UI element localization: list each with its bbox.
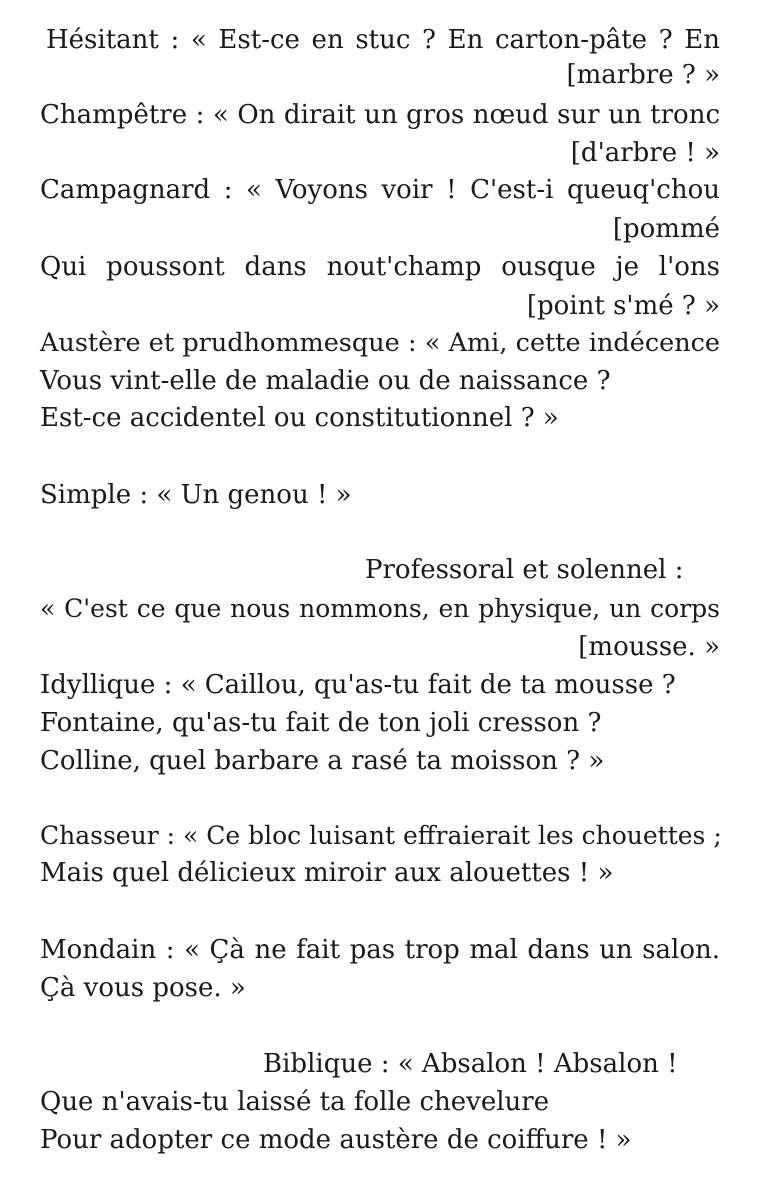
poem-line-continuation: [marbre ? » [566, 60, 720, 90]
poem-line: Vous vint-elle de maladie ou de naissance ? [40, 366, 611, 396]
poem-line: Mondain : « Çà ne fait pas trop mal dans un salon. [40, 935, 720, 965]
poem-line: Idyllique : « Caillou, qu'as-tu fait de ta mousse ? [40, 670, 676, 700]
poem-line: Pour adopter ce mode austère de coiffure ! » [40, 1125, 632, 1155]
poem-line-continuation: [d'arbre ! » [570, 138, 720, 168]
poem-line: Çà vous pose. » [40, 973, 246, 1003]
poem-line-continuation: [point s'mé ? » [526, 291, 720, 321]
poem-line: Fontaine, qu'as-tu fait de ton joli cresson ? [40, 708, 602, 738]
poem-line: Mais quel délicieux miroir aux alouettes ! » [40, 858, 614, 888]
poem-line-indented: Professoral et solennel : [365, 555, 684, 585]
poem-line: Est-ce accidentel ou constitutionnel ? » [40, 403, 559, 433]
poem-line: Campagnard : « Voyons voir ! C'est-i queuq'chou [40, 175, 720, 205]
poem-line: Qui poussont dans nout'champ ousque je l'ons [40, 252, 720, 282]
poem-line-continuation: [mousse. » [578, 632, 720, 662]
poem-line: Chasseur : « Ce bloc luisant effraierait les chouettes ; [40, 821, 722, 850]
poem-line: « C'est ce que nous nommons, en physique, un corps [40, 594, 720, 623]
poem-line: Simple : « Un genou ! » [40, 480, 352, 510]
poem-line-indented: Biblique : « Absalon ! Absalon ! [263, 1049, 678, 1079]
poem-line: Austère et prudhommesque : « Ami, cette indécence [40, 328, 720, 358]
poem-line: Champêtre : « On dirait un gros nœud sur un tronc [40, 100, 720, 130]
poem-line: Que n'avais-tu laissé ta folle chevelure [40, 1087, 550, 1117]
poem-line-continuation: [pommé [612, 214, 720, 244]
poem-line: Hésitant : « Est-ce en stuc ? En carton-pâte ? En [46, 25, 720, 55]
poem-line: Colline, quel barbare a rasé ta moisson ? » [40, 746, 605, 776]
